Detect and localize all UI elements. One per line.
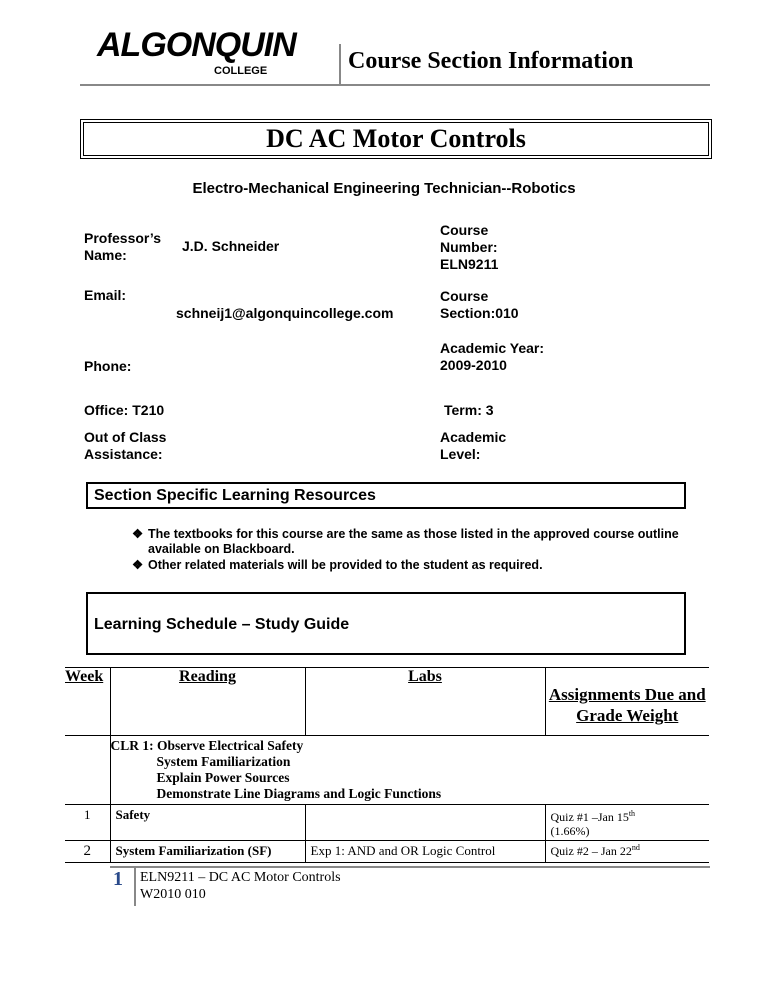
resource-item: ❖ Other related materials will be provided to the student as required. (132, 558, 543, 572)
clr-item: Demonstrate Line Diagrams and Logic Functions (156, 786, 442, 801)
week-cell: 1 (65, 805, 110, 841)
table-row (65, 805, 709, 841)
email-label: Email: (84, 287, 127, 303)
col-labs: Labs (305, 668, 545, 736)
assign-cell: Quiz #2 – Jan 22nd (545, 841, 709, 863)
clr-title: CLR 1: Observe Electrical Safety (110, 738, 304, 753)
page-number: 1 (113, 868, 123, 890)
schedule-table (65, 667, 709, 863)
footer-divider (134, 866, 136, 906)
bullet-icon: ❖ (132, 558, 144, 572)
table-header (65, 668, 709, 736)
header-title: Course Section Information (348, 48, 634, 74)
clr-item: System Familiarization (156, 754, 291, 769)
footer-rule (110, 866, 710, 868)
algonquin-logo: ALGONQUIN (97, 26, 296, 64)
email-value: schneij1@algonquincollege.com (176, 305, 394, 321)
assistance-label: Out of Class Assistance: (84, 429, 167, 462)
header-rule (80, 84, 710, 86)
labs-cell: Exp 1: AND and OR Logic Control (305, 841, 545, 863)
phone-label: Phone: (84, 358, 132, 374)
resources-heading: Section Specific Learning Resources (86, 482, 686, 509)
assign-cell: Quiz #1 –Jan 15th (1.66%) (545, 805, 709, 841)
clr-row (65, 736, 709, 805)
reading-cell: System Familiarization (SF) (110, 841, 305, 863)
course-number: Course Number: ELN9211 (440, 222, 499, 272)
col-week: Week (65, 668, 110, 736)
clr-item: Explain Power Sources (156, 770, 290, 785)
academic-level: Academic Level: (440, 429, 507, 462)
col-assignments: Assignments Due and Grade Weight (545, 668, 709, 736)
professor-name: J.D. Schneider (182, 238, 280, 254)
footer-text: ELN9211 – DC AC Motor Controls W2010 010 (140, 870, 341, 902)
table-row (65, 841, 709, 863)
course-section: Course Section:010 (440, 288, 519, 321)
bullet-icon: ❖ (132, 527, 144, 541)
program-name: Electro-Mechanical Engineering Technician--Robotics (192, 180, 576, 197)
course-title: DC AC Motor Controls (80, 119, 712, 159)
logo-college: COLLEGE (214, 65, 268, 77)
reading-cell: Safety (110, 805, 305, 841)
academic-year: Academic Year: 2009-2010 (440, 340, 545, 373)
resource-item: ❖ The textbooks for this course are the same as those listed in the approved course outline available on Blackboard. (132, 527, 679, 556)
office: Office: T210 (84, 402, 165, 418)
col-reading: Reading (110, 668, 305, 736)
week-cell: 2 (65, 841, 110, 863)
schedule-heading: Learning Schedule – Study Guide (86, 592, 686, 655)
term: Term: 3 (444, 402, 494, 418)
professor-label: Professor’s Name: (84, 230, 162, 263)
header-divider (339, 44, 341, 86)
labs-cell (305, 805, 545, 841)
